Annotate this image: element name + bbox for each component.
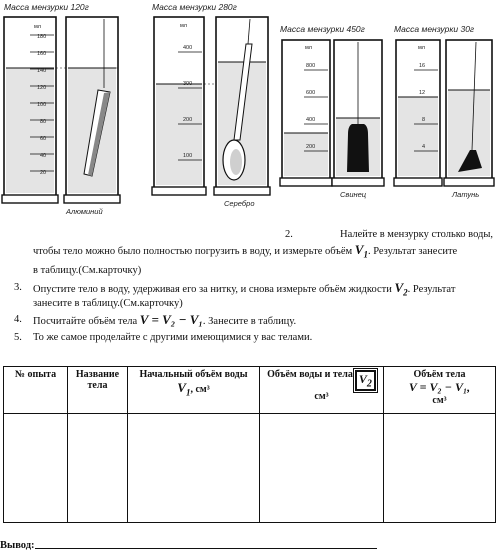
tick-label: 200 (183, 117, 193, 123)
cylinder-aluminium (2, 2, 120, 216)
v2-symbol: $V_2$ (394, 280, 408, 298)
cylinder-caption: Масса мензурки 450г (280, 24, 365, 34)
col-initial-volume: Начальный объём воды $V_1$, см³ (128, 367, 260, 414)
conclusion (0, 540, 377, 551)
table-header-row (4, 367, 496, 414)
col-body-name: Название тела (68, 367, 128, 414)
unit-label: мл (418, 45, 425, 51)
tick-label: 140 (37, 68, 47, 74)
tick-label: 20 (40, 170, 47, 176)
tick-label: 400 (183, 45, 193, 51)
tick-label: 600 (306, 90, 316, 96)
col-experiment-number: № опыта (4, 367, 68, 414)
tick-label: 4 (422, 144, 426, 150)
cylinder-caption: Масса мензурки 280г (152, 2, 237, 12)
step-4-text: Посчитайте объём тела (33, 316, 138, 327)
step-number: 3. (14, 282, 22, 293)
conclusion-answer-line[interactable] (35, 548, 377, 549)
unit-label: мл (305, 45, 312, 51)
volume-formula: V = V₂ − V₁ (139, 312, 203, 327)
step-4-text-end: . Занесите в таблицу. (202, 316, 297, 327)
object-label: Латунь (452, 190, 480, 199)
step-2-line3: в таблицу.(См.карточку) (33, 265, 142, 276)
tick-label: 40 (40, 153, 47, 159)
tick-label: 400 (306, 117, 316, 123)
table-row (4, 414, 496, 523)
col-body-volume: Объём тела V = V₂ − V₁, см³ (384, 367, 496, 414)
tick-label: 12 (419, 90, 426, 96)
tick-label: 80 (40, 119, 47, 125)
tick-label: 120 (37, 85, 47, 91)
table-cell[interactable] (68, 414, 128, 523)
v1-symbol: $V_1$ (177, 380, 191, 398)
object-label: Алюминий (66, 207, 103, 216)
tick-label: 100 (183, 153, 193, 159)
volume-formula: V = V₂ − V₁, (408, 380, 471, 394)
step-2-text-end: . Результат занесите (367, 246, 458, 257)
tick-label: 16 (419, 63, 426, 69)
tick-label: 160 (37, 51, 47, 57)
step-number: 2. (285, 229, 293, 240)
table-cell[interactable] (128, 414, 260, 523)
step-4-line1 (33, 313, 296, 328)
conclusion-label: Вывод: (0, 540, 35, 551)
tick-label: 300 (183, 81, 193, 87)
tick-label: 100 (37, 102, 47, 108)
cylinder-silver (152, 2, 270, 208)
cylinder-brass (394, 24, 494, 199)
step-2-text: чтобы тело можно было полностью погрузить в воду, и измерьте объём (33, 246, 353, 257)
v2-boxed-symbol: $V_2$ (355, 370, 376, 391)
step-2-line2 (33, 243, 457, 262)
table-cell[interactable] (384, 414, 496, 523)
tick-label: 800 (306, 63, 316, 69)
table-cell[interactable] (4, 414, 68, 523)
tick-label: 8 (422, 117, 426, 123)
step-3-text: Опустите тело в воду, удерживая его за нитку, и снова измерьте объём жидкости (33, 284, 392, 295)
cylinder-lead (280, 24, 384, 199)
results-table (3, 366, 496, 523)
unit-label: мл (34, 24, 41, 30)
measuring-cylinders-figure (0, 0, 500, 222)
step-number: 5. (14, 332, 22, 343)
cylinder-caption: Масса мензурки 120г (4, 2, 89, 12)
step-5-line1: То же самое проделайте с другими имеющимися у вас телами. (33, 332, 313, 343)
step-3-line2: занесите в таблицу.(См.карточку) (33, 298, 183, 309)
cylinder-caption: Масса мензурки 30г (394, 24, 475, 34)
col-water-and-body-volume: Объём воды и тела $V_2$ см³ (260, 367, 384, 414)
step-3-text-end: . Результат (407, 284, 456, 295)
unit-label: мл (180, 23, 187, 29)
step-2-line1: Налейте в мензурку столько воды, (340, 229, 494, 240)
table-cell[interactable] (260, 414, 384, 523)
tick-label: 200 (306, 144, 316, 150)
v1-symbol: $V_1$ (354, 242, 368, 260)
step-number: 4. (14, 314, 22, 325)
tick-label: 180 (37, 34, 47, 40)
object-label: Серебро (224, 199, 255, 208)
lead-weight (347, 124, 369, 172)
tick-label: 60 (40, 136, 47, 142)
object-label: Свинец (340, 190, 367, 199)
